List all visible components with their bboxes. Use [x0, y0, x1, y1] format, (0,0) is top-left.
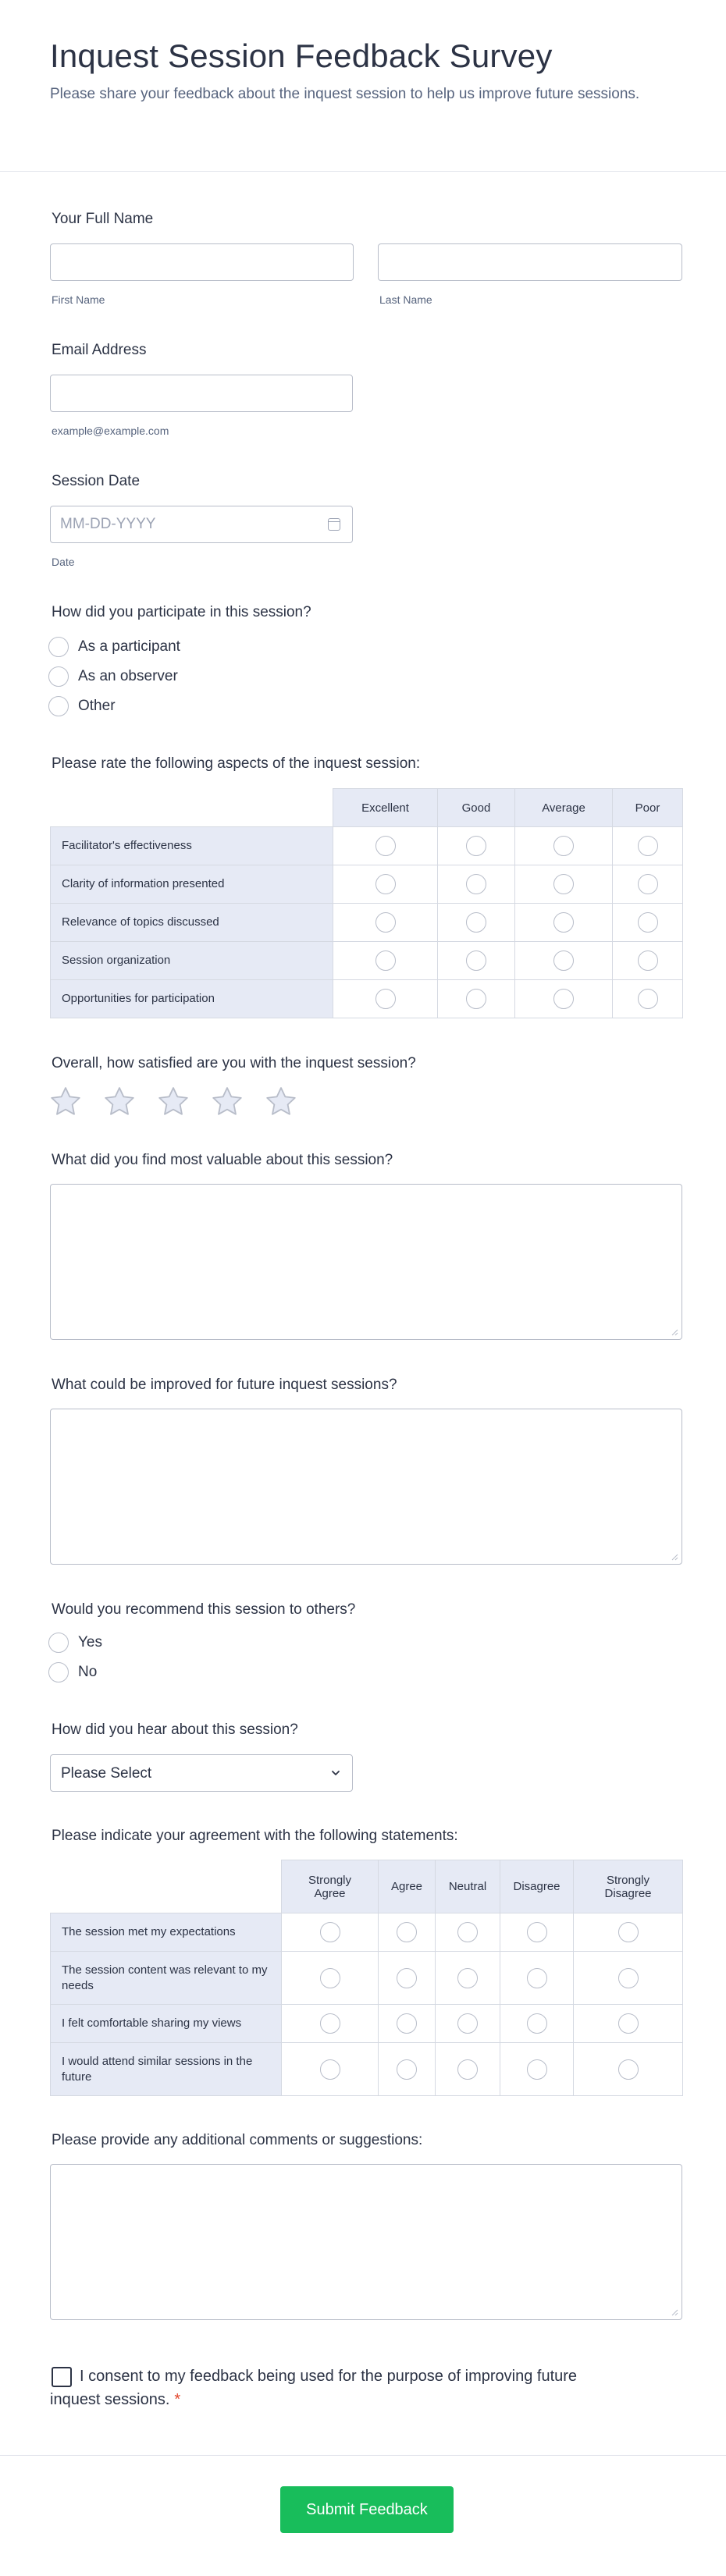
rating-col-average: Average — [515, 789, 613, 827]
table-row — [51, 1952, 683, 2005]
agreement-matrix — [50, 1860, 683, 2096]
table-row — [51, 2043, 683, 2096]
comments-textarea[interactable] — [50, 2164, 682, 2320]
agreement-col-neutral: Neutral — [436, 1860, 500, 1913]
radio-label: Other — [78, 698, 116, 714]
star-icon[interactable] — [48, 1085, 83, 1119]
recommend-label: Would you recommend this session to others? — [52, 1601, 356, 1618]
rating-radio[interactable] — [553, 874, 574, 894]
footer-divider — [0, 2455, 726, 2456]
session-date-sublabel: Date — [52, 556, 75, 568]
rating-radio[interactable] — [638, 950, 658, 971]
agreement-radio[interactable] — [527, 1968, 547, 1988]
consent-label — [50, 2365, 596, 2411]
resize-handle-icon[interactable] — [671, 1553, 678, 1561]
table-row — [51, 904, 683, 942]
radio-label: No — [78, 1664, 98, 1680]
rating-col-excellent: Excellent — [333, 789, 438, 827]
rating-radio[interactable] — [553, 836, 574, 856]
consent-text: I consent to my feedback being used for the purpose of improving future inquest sessions. — [50, 2368, 578, 2408]
star-icon[interactable] — [264, 1085, 298, 1119]
agreement-radio[interactable] — [527, 2013, 547, 2034]
required-mark: * — [174, 2391, 181, 2408]
rating-radio[interactable] — [638, 912, 658, 933]
agreement-matrix-label: Please indicate your agreement with the following statements: — [52, 1828, 458, 1844]
valuable-textarea[interactable] — [50, 1184, 682, 1340]
rating-radio[interactable] — [638, 989, 658, 1009]
submit-button[interactable]: Submit Feedback — [280, 2486, 454, 2533]
agreement-radio[interactable] — [397, 2059, 417, 2080]
agreement-col-disagree: Disagree — [500, 1860, 574, 1913]
rating-radio[interactable] — [553, 950, 574, 971]
recommend-option-no[interactable] — [48, 1661, 97, 1684]
radio-button[interactable] — [48, 1662, 69, 1682]
table-row — [51, 942, 683, 980]
star-icon[interactable] — [102, 1085, 137, 1119]
rating-radio[interactable] — [466, 989, 486, 1009]
rating-row-label: Opportunities for participation — [51, 980, 333, 1018]
agreement-radio[interactable] — [618, 2059, 639, 2080]
agreement-col-agree: Agree — [379, 1860, 436, 1913]
improved-label: What could be improved for future inquest sessions? — [52, 1377, 397, 1393]
form-subtitle: Please share your feedback about the inquest session to help us improve future sessions. — [50, 86, 640, 102]
recommend-option-yes[interactable] — [48, 1631, 102, 1654]
rating-radio[interactable] — [553, 912, 574, 933]
table-row — [51, 2005, 683, 2043]
agreement-radio[interactable] — [320, 1968, 340, 1988]
agreement-radio[interactable] — [527, 2059, 547, 2080]
email-sublabel: example@example.com — [52, 425, 169, 437]
radio-label: As an observer — [78, 668, 178, 684]
improved-textarea[interactable] — [50, 1409, 682, 1565]
star-icon[interactable] — [210, 1085, 244, 1119]
email-label: Email Address — [52, 342, 147, 358]
rating-radio[interactable] — [375, 989, 396, 1009]
rating-radio[interactable] — [466, 950, 486, 971]
agreement-radio[interactable] — [397, 1968, 417, 1988]
agreement-radio[interactable] — [320, 1922, 340, 1942]
participation-label: How did you participate in this session? — [52, 604, 311, 620]
full-name-label: Your Full Name — [52, 211, 154, 227]
rating-matrix — [50, 788, 683, 1018]
agreement-col-strongly-agree: Strongly Agree — [282, 1860, 379, 1913]
select-value: Please Select — [61, 1765, 152, 1782]
session-date-input[interactable] — [50, 506, 353, 543]
rating-radio[interactable] — [466, 836, 486, 856]
agreement-radio[interactable] — [457, 1922, 478, 1942]
star-icon[interactable] — [156, 1085, 190, 1119]
agreement-radio[interactable] — [618, 1968, 639, 1988]
heard-label: How did you hear about this session? — [52, 1721, 298, 1738]
agreement-radio[interactable] — [397, 2013, 417, 2034]
first-name-sublabel: First Name — [52, 293, 105, 306]
resize-handle-icon[interactable] — [671, 2308, 678, 2316]
session-date-label: Session Date — [52, 473, 141, 489]
table-row — [51, 827, 683, 865]
table-row — [51, 865, 683, 904]
rating-radio[interactable] — [466, 912, 486, 933]
rating-radio[interactable] — [375, 836, 396, 856]
agreement-row-label: I felt comfortable sharing my views — [51, 2005, 282, 2043]
agreement-radio[interactable] — [320, 2059, 340, 2080]
agreement-row-label: The session met my expectations — [51, 1913, 282, 1952]
agreement-radio[interactable] — [457, 2013, 478, 2034]
last-name-sublabel: Last Name — [379, 293, 432, 306]
agreement-radio[interactable] — [618, 1922, 639, 1942]
radio-label: Yes — [78, 1634, 102, 1650]
rating-radio[interactable] — [375, 912, 396, 933]
participation-option-observer[interactable] — [48, 665, 178, 688]
resize-handle-icon[interactable] — [671, 1328, 678, 1336]
rating-radio[interactable] — [375, 874, 396, 894]
radio-button[interactable] — [48, 637, 69, 657]
agreement-radio[interactable] — [320, 2013, 340, 2034]
agreement-radio[interactable] — [457, 1968, 478, 1988]
satisfaction-label: Overall, how satisfied are you with the inquest session? — [52, 1055, 416, 1071]
rating-radio[interactable] — [638, 836, 658, 856]
agreement-col-strongly-disagree: Strongly Disagree — [574, 1860, 683, 1913]
agreement-row-label: The session content was relevant to my needs — [51, 1952, 282, 2005]
email-input[interactable] — [50, 375, 353, 412]
agreement-radio[interactable] — [397, 1922, 417, 1942]
last-name-input[interactable] — [378, 243, 682, 281]
rating-row-label: Session organization — [51, 942, 333, 980]
radio-button[interactable] — [48, 666, 69, 687]
form-title: Inquest Session Feedback Survey — [50, 37, 553, 74]
agreement-radio[interactable] — [527, 1922, 547, 1942]
radio-button[interactable] — [48, 696, 69, 716]
participation-option-other[interactable] — [48, 695, 116, 718]
rating-col-poor: Poor — [613, 789, 683, 827]
rating-radio[interactable] — [466, 874, 486, 894]
chevron-down-icon — [330, 1768, 341, 1778]
table-row — [51, 980, 683, 1018]
rating-row-label: Facilitator's effectiveness — [51, 827, 333, 865]
comments-label: Please provide any additional comments or suggestions: — [52, 2132, 423, 2148]
radio-label: As a participant — [78, 638, 180, 655]
rating-radio[interactable] — [553, 989, 574, 1009]
agreement-radio[interactable] — [618, 2013, 639, 2034]
rating-radio[interactable] — [375, 950, 396, 971]
table-row — [51, 1913, 683, 1952]
star-rating — [48, 1085, 318, 1119]
first-name-input[interactable] — [50, 243, 354, 281]
rating-row-label: Relevance of topics discussed — [51, 904, 333, 942]
calendar-icon[interactable] — [328, 518, 340, 531]
participation-option-participant[interactable] — [48, 635, 180, 659]
rating-col-good: Good — [438, 789, 515, 827]
form-header — [0, 0, 726, 172]
valuable-label: What did you find most valuable about this session? — [52, 1152, 393, 1168]
heard-select[interactable] — [50, 1754, 353, 1792]
agreement-row-label: I would attend similar sessions in the future — [51, 2043, 282, 2096]
agreement-radio[interactable] — [457, 2059, 478, 2080]
rating-matrix-label: Please rate the following aspects of the inquest session: — [52, 755, 421, 772]
rating-row-label: Clarity of information presented — [51, 865, 333, 904]
rating-radio[interactable] — [638, 874, 658, 894]
radio-button[interactable] — [48, 1633, 69, 1653]
